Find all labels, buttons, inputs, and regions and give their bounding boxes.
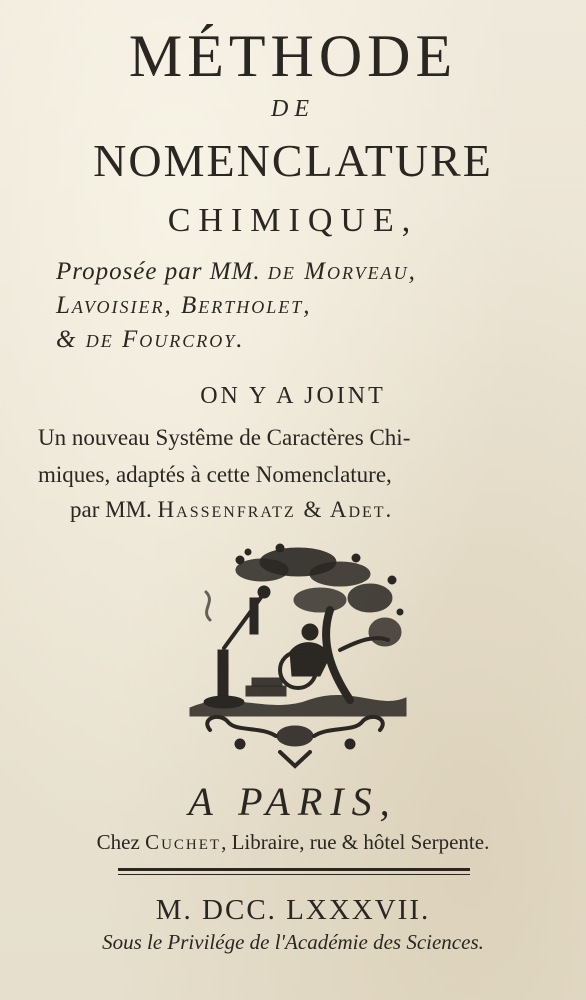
authors-line-2: Lavoisier, Bertholet,	[56, 292, 312, 319]
authors-line-3: & de Fourcroy.	[56, 326, 245, 353]
joint-line-3	[70, 497, 586, 523]
joint-line-1: Un nouveau Systême de Caractères Chi-	[38, 425, 411, 450]
woodcut-vignette	[180, 540, 410, 772]
authors-line-1	[56, 258, 566, 286]
imprint-city: A PARIS,	[188, 779, 398, 824]
authors-names-1: de Morveau,	[267, 258, 417, 285]
authors-prefix: Proposée par MM.	[56, 258, 268, 285]
double-rule-thin	[118, 874, 470, 875]
publisher-name: Cuchet	[145, 830, 222, 854]
joint-line-2: miques, adaptés à cette Nomenclature,	[38, 462, 392, 487]
publisher-prefix: Chez	[96, 830, 146, 854]
double-rule-thick	[118, 868, 470, 871]
title-methode: MÉTHODE	[128, 23, 458, 89]
joint-prefix: par MM.	[70, 497, 158, 522]
imprint-date: M. DCC. LXXXVII.	[155, 894, 431, 926]
title-chimique: CHIMIQUE,	[167, 202, 419, 239]
imprint-privilege: Sous le Privilége de l'Académie des Sciences.	[102, 930, 484, 954]
publisher-suffix: , Libraire, rue & hôtel Serpente.	[221, 830, 490, 854]
joint-names: Hassenfratz & Adet.	[157, 497, 394, 522]
title-de: DE	[271, 96, 315, 122]
joint-heading: ON Y A JOINT	[200, 383, 386, 409]
imprint-publisher	[0, 830, 586, 855]
title-nomenclature: NOMENCLATURE	[93, 135, 493, 186]
